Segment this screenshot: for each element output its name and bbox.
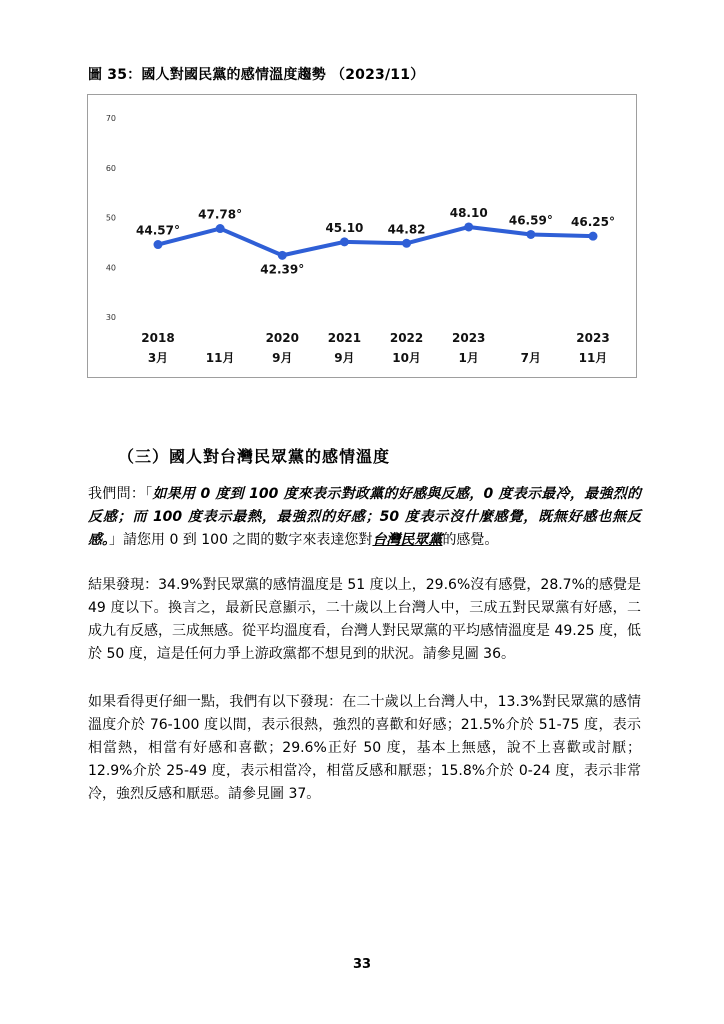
question-mid: 」請您用 0 到 100 之間的數字來表達您對	[109, 532, 373, 548]
data-point	[340, 237, 349, 246]
x-tick-year: 2021	[327, 331, 362, 345]
question-tail: 的感覺。	[442, 532, 499, 548]
x-tick-month: 3月	[147, 351, 169, 365]
data-label: 46.25°	[571, 215, 615, 230]
data-label: 42.39°	[260, 262, 305, 277]
question-lead: 我們問：「	[88, 486, 153, 502]
data-label: 48.10	[449, 205, 488, 220]
x-tick-year: 2023	[452, 331, 486, 345]
data-point	[278, 251, 287, 260]
question-text: 如果用 0 度到 100 度來表示對政黨的好感與反感，0 度表示最冷，最強烈的反感；而 100 度表示最熱，最強烈的好感；50 度表示沒什麼感覺，既無好感也無反感。	[88, 486, 641, 548]
details-text: 如果看得更仔細一點，我們有以下發現：在二十歲以上台灣人中，13.3%對民眾黨的感情溫度介於 76-100 度以間，表示很熱，強烈的喜歡和好感；21.5%介於 51-75 度，表示相當熱，相當有好感和喜歡；29.6%正好 50 度，基本上無感，說不上喜歡或討厭；12.9%介於 25-49 度，表示相當冷，相當反感和厭惡；15.8%介於 0-24 度，表示非常冷，強烈反感和厭惡。請參見圖 37。	[88, 694, 641, 802]
y-tick-label: 70	[105, 114, 116, 123]
data-point	[589, 232, 598, 241]
data-label: 47.78°	[198, 207, 243, 222]
data-point	[402, 239, 411, 248]
x-tick-month: 9月	[272, 351, 293, 365]
page-number: 33	[352, 957, 372, 972]
x-tick-year: 2022	[389, 331, 424, 345]
data-label: 44.57°	[136, 223, 180, 238]
line-chart	[87, 94, 637, 378]
data-label: 46.59°	[508, 213, 553, 228]
figure-caption: 圖 35：國人對國民黨的感情溫度趨勢 （2023/11）	[88, 67, 425, 83]
chart-svg	[88, 95, 638, 379]
x-tick-year: 2020	[265, 331, 299, 345]
x-tick-month: 7月	[520, 351, 542, 365]
data-point	[154, 240, 163, 249]
paragraph-results	[88, 574, 641, 666]
data-point	[216, 224, 225, 233]
x-tick-year: 2018	[141, 331, 175, 345]
y-tick-label: 40	[105, 263, 116, 273]
x-tick-month: 9月	[334, 351, 355, 365]
x-tick-year: 2023	[576, 331, 610, 345]
x-tick-month: 10月	[392, 351, 421, 365]
x-tick-month: 11月	[578, 351, 608, 365]
paragraph-question	[88, 483, 641, 552]
party-name: 台灣民眾黨	[372, 532, 443, 548]
section-heading: （三）國人對台灣民眾黨的感情溫度	[118, 447, 391, 466]
x-tick-month: 1月	[458, 351, 479, 365]
y-tick-label: 60	[105, 163, 116, 173]
data-label: 44.82	[387, 222, 426, 237]
data-point	[526, 230, 535, 239]
y-tick-label: 50	[105, 213, 116, 223]
x-tick-month: 11月	[205, 351, 235, 365]
y-tick-label: 30	[105, 313, 116, 322]
paragraph-details	[88, 691, 641, 806]
data-point	[464, 222, 473, 231]
data-label: 45.10	[325, 220, 364, 235]
results-text: 結果發現：34.9%對民眾黨的感情溫度是 51 度以上，29.6%沒有感覺，28.7%的感覺是 49 度以下。換言之，最新民意顯示，二十歲以上台灣人中，三成五對民眾黨有好感，二成九有反感，三成無感。從平均溫度看，台灣人對民眾黨的平均感情溫度是 49.25 度，低於 50 度，這是任何力爭上游政黨都不想見到的狀況。請參見圖 36。	[88, 577, 641, 662]
